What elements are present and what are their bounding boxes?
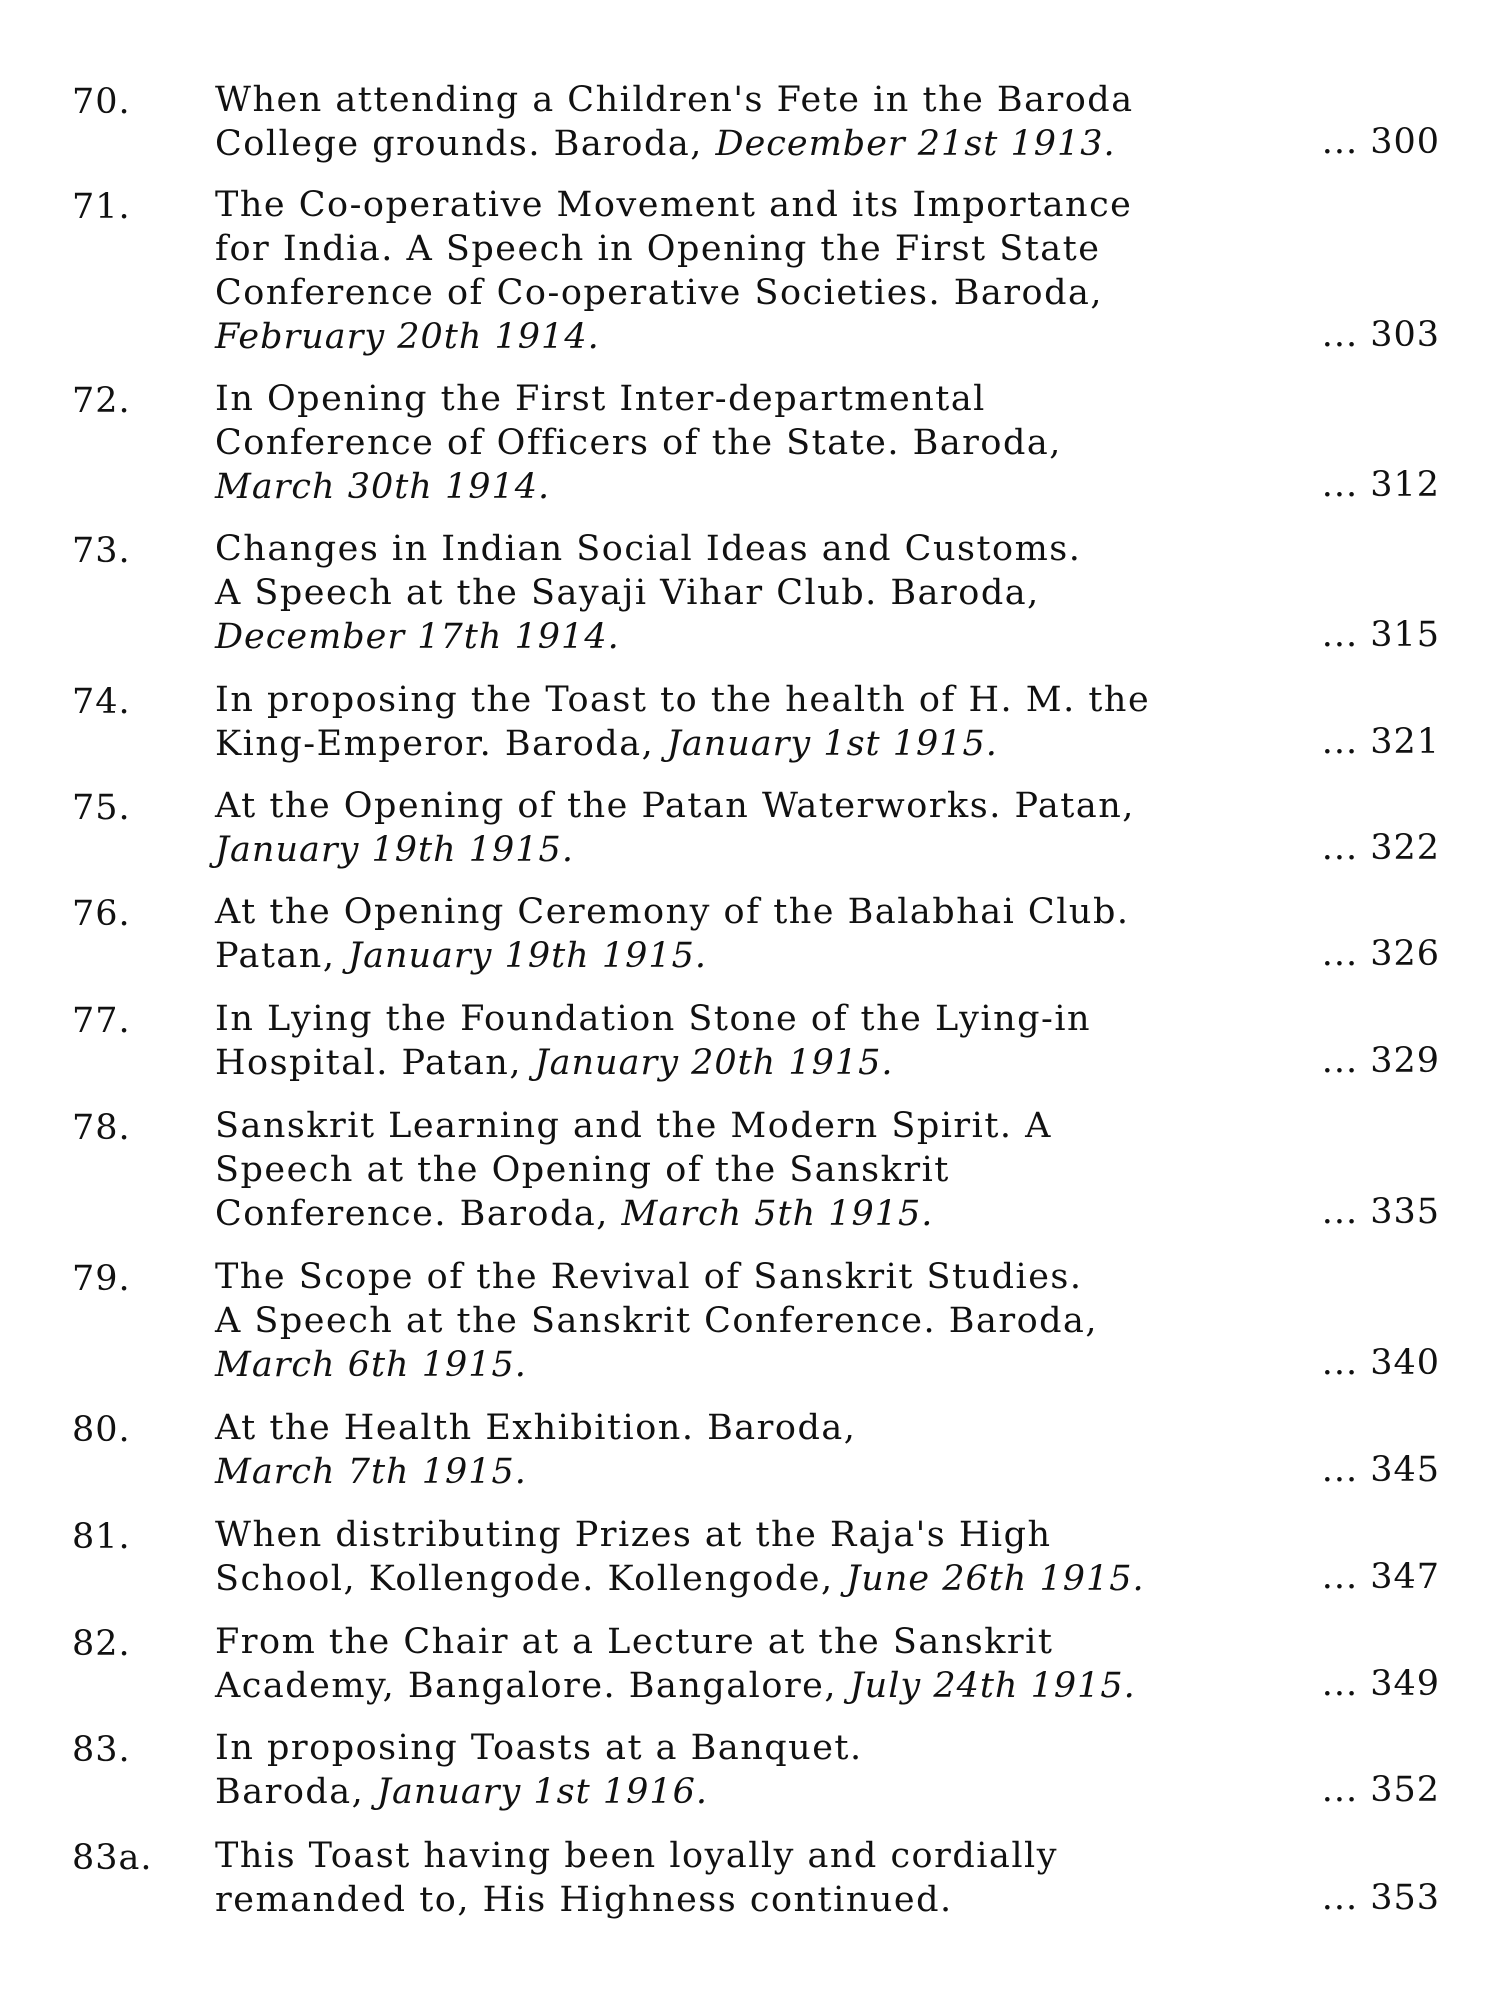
entry-line-last <box>215 1878 1330 1922</box>
entry-line-last <box>215 465 1330 509</box>
entry-line-last <box>215 1664 1330 1708</box>
entry-title <box>215 1726 1330 1814</box>
entry-page-number: ... 321 <box>1321 722 1440 762</box>
entry-location: Academy, Bangalore. Bangalore, <box>215 1666 850 1706</box>
entry-title <box>215 1406 1330 1494</box>
entry-title <box>215 678 1330 766</box>
entry-date: January 20th 1915. <box>534 1043 894 1083</box>
entry-line: In proposing Toasts at a Banquet. <box>215 1728 863 1768</box>
entry-line: At the Opening of the Patan Waterworks. Patan, <box>215 786 1135 826</box>
entry-title <box>215 784 1330 872</box>
entry-location: King-Emperor. Baroda, <box>215 724 667 764</box>
entry-page-number: ... 353 <box>1321 1878 1440 1918</box>
entry-location: School, Kollengode. Kollengode, <box>215 1559 847 1599</box>
entry-line: Speech at the Opening of the Sanskrit <box>215 1150 950 1190</box>
entry-date: March 5th 1915. <box>621 1194 934 1234</box>
entry-title <box>215 890 1330 978</box>
entry-line: When attending a Children's Fete in the Baroda <box>215 80 1134 120</box>
entry-line: In proposing the Toast to the health of H. M. the <box>215 680 1151 720</box>
entry-title <box>215 1620 1330 1708</box>
entry-number: 83a. <box>72 1838 153 1878</box>
entry-line: The Co-operative Movement and its Importance <box>215 185 1133 225</box>
entry-line: Conference of Officers of the State. Baroda, <box>215 423 1062 463</box>
entry-page-number: ... 312 <box>1321 465 1440 505</box>
entry-line: Changes in Indian Social Ideas and Customs. <box>215 529 1082 569</box>
entry-page-number: ... 322 <box>1321 828 1440 868</box>
entry-date: February 20th 1914. <box>215 317 600 357</box>
entry-number: 74. <box>72 682 131 722</box>
entry-date: March 30th 1914. <box>215 467 551 507</box>
entry-page-number: ... 315 <box>1321 615 1440 655</box>
entry-number: 78. <box>72 1108 131 1148</box>
entry-location: Hospital. Patan, <box>215 1043 535 1083</box>
entry-date: January 19th 1915. <box>348 936 708 976</box>
entry-date: March 7th 1915. <box>215 1452 527 1492</box>
entry-line-last <box>215 315 1330 359</box>
entry-title <box>215 997 1330 1085</box>
entry-title <box>215 377 1330 509</box>
entry-location: College grounds. Baroda, <box>215 124 716 164</box>
entry-number: 79. <box>72 1259 131 1299</box>
entry-location: Patan, <box>215 936 349 976</box>
entry-page-number: ... 326 <box>1321 934 1440 974</box>
entry-line: This Toast having been loyally and cordially <box>215 1836 1058 1876</box>
entry-number: 80. <box>72 1410 131 1450</box>
entry-page-number: ... 335 <box>1321 1192 1440 1232</box>
entry-date: January 19th 1915. <box>215 830 574 870</box>
entry-line-last <box>215 828 1330 872</box>
entry-line: From the Chair at a Lecture at the Sanskrit <box>215 1622 1054 1662</box>
entry-number: 77. <box>72 1001 131 1041</box>
entry-title <box>215 527 1330 659</box>
entry-line: A Speech at the Sayaji Vihar Club. Baroda, <box>215 573 1040 613</box>
entry-date: July 24th 1915. <box>849 1666 1136 1706</box>
entry-date: December 21st 1913. <box>715 124 1116 164</box>
entry-number: 73. <box>72 531 131 571</box>
entry-title <box>215 183 1330 359</box>
entry-date: March 6th 1915. <box>215 1345 527 1385</box>
entry-page-number: ... 347 <box>1321 1557 1440 1597</box>
entry-line: The Scope of the Revival of Sanskrit Studies. <box>215 1257 1083 1297</box>
entry-number: 76. <box>72 894 131 934</box>
entry-page-number: ... 345 <box>1321 1450 1440 1490</box>
entry-date: December 17th 1914. <box>215 617 620 657</box>
entry-page-number: ... 349 <box>1321 1664 1440 1704</box>
entry-line: In Lying the Foundation Stone of the Lying-in <box>215 999 1092 1039</box>
entry-number: 71. <box>72 187 131 227</box>
entry-page-number: ... 300 <box>1321 122 1440 162</box>
entry-line-last <box>215 722 1330 766</box>
entry-page-number: ... 352 <box>1321 1770 1440 1810</box>
entry-line-last <box>215 1041 1330 1085</box>
entry-number: 75. <box>72 788 131 828</box>
entry-number: 83. <box>72 1730 131 1770</box>
entry-line-last <box>215 1557 1330 1601</box>
entry-line: A Speech at the Sanskrit Conference. Baroda, <box>215 1301 1099 1341</box>
entry-line-last <box>215 122 1330 166</box>
entry-line-last <box>215 615 1330 659</box>
entry-line: At the Health Exhibition. Baroda, <box>215 1408 857 1448</box>
entry-line: In Opening the First Inter-departmental <box>215 379 986 419</box>
entry-line-last <box>215 1343 1330 1387</box>
entry-line-last <box>215 1192 1330 1236</box>
entry-location: remanded to, His Highness continued. <box>215 1880 953 1920</box>
entry-location: Conference. Baroda, <box>215 1194 622 1234</box>
entry-title <box>215 1834 1330 1922</box>
entry-title <box>215 1104 1330 1236</box>
entry-page-number: ... 303 <box>1321 315 1440 355</box>
entry-line-last <box>215 1770 1330 1814</box>
entry-title <box>215 78 1330 166</box>
entry-line: Conference of Co-operative Societies. Baroda, <box>215 273 1104 313</box>
entry-line: for India. A Speech in Opening the First State <box>215 229 1101 269</box>
entry-line: Sanskrit Learning and the Modern Spirit. A <box>215 1106 1052 1146</box>
entry-line: When distributing Prizes at the Raja's High <box>215 1515 1052 1555</box>
entry-page-number: ... 329 <box>1321 1041 1440 1081</box>
entry-date: January 1st 1916. <box>376 1772 709 1812</box>
entry-number: 82. <box>72 1624 131 1664</box>
entry-page-number: ... 340 <box>1321 1343 1440 1383</box>
entry-line-last <box>215 934 1330 978</box>
entry-location: Baroda, <box>215 1772 377 1812</box>
entry-date: June 26th 1915. <box>846 1559 1145 1599</box>
entry-number: 70. <box>72 82 131 122</box>
entry-line-last <box>215 1450 1330 1494</box>
entry-title <box>215 1513 1330 1601</box>
entry-title <box>215 1255 1330 1387</box>
entry-date: January 1st 1915. <box>666 724 998 764</box>
entry-number: 72. <box>72 381 131 421</box>
entry-line: At the Opening Ceremony of the Balabhai Club. <box>215 892 1130 932</box>
entry-number: 81. <box>72 1517 131 1557</box>
